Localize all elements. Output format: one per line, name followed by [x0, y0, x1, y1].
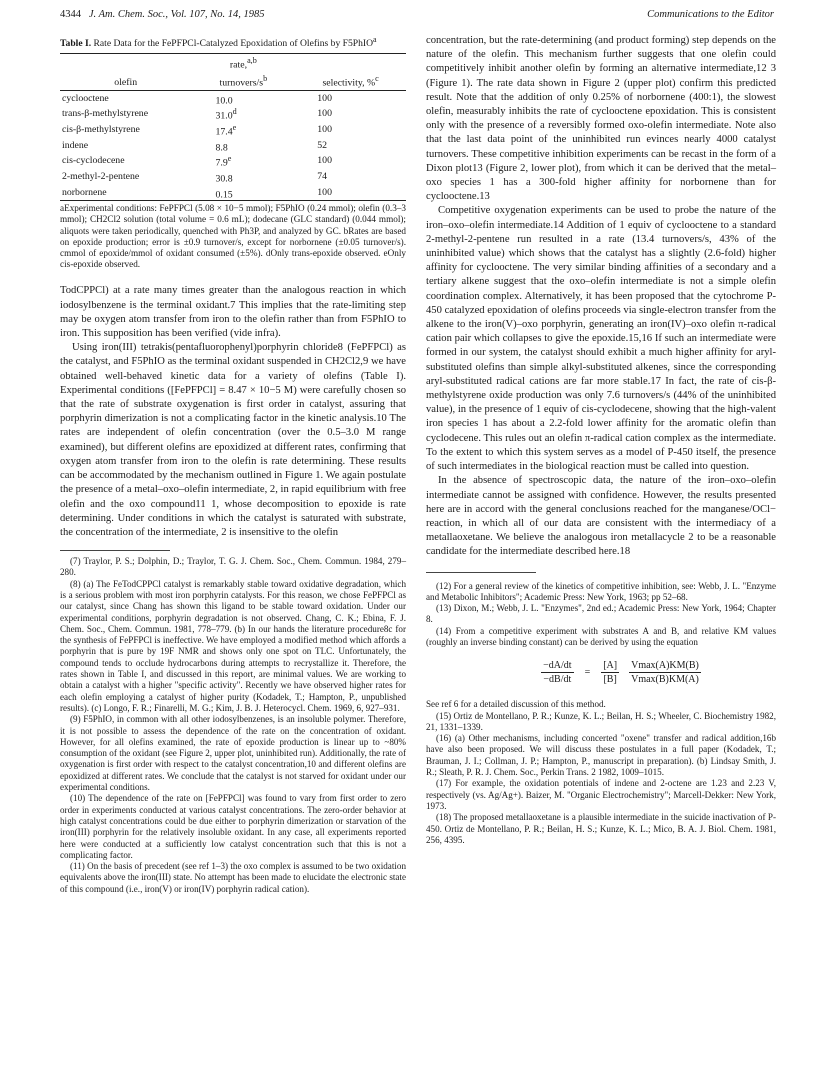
kinetics-equation — [466, 660, 776, 685]
cell-rate: 7.9e — [215, 154, 232, 169]
footnote: (17) For example, the oxidation potentials of indene and 2-octene are 1.23 and 2.23 V, respectively (vs. Ag/Ag+). Baizer, M. "Organic Electrochemistry"; Marcell-Dekker: New York, 1973. — [426, 778, 776, 811]
equation-ratio: $\frac{[A]}{[B]}$ — [603, 660, 618, 686]
cell-olefin: cis-β-methylstyrene — [62, 124, 140, 135]
footnote: (16) (a) Other mechanisms, including concerted "oxene" transfer and radical addition,16b have also been proposed. We will discuss these postulates in a full paper (Kodadek, T.; Brauman, J. I.; Collman, J. P.; Hampton, P., manuscript in preparation). (b) Lindsay Smith, J. R.; Sleath, P. R. J. Chem. Soc., Perkin Trans. 2 1982, 1009–1015. — [426, 733, 776, 778]
cell-olefin: trans-β-methylstyrene — [62, 108, 149, 120]
journal-citation: J. Am. Chem. Soc., Vol. 107, No. 14, 1985 — [88, 9, 265, 20]
cell-olefin: norbornene — [60, 185, 191, 201]
col-rate-line1: rate,$^{a,b}$ — [191, 54, 295, 72]
cell-selectivity: 52 — [317, 139, 328, 151]
footnote-rule — [60, 550, 170, 551]
footnote: (9) F5PhIO, in common with all other iodosylbenzenes, is an insoluble polymer. Therefore, it is not possible to assess the dependence of the rate on the concentration of oxidant. However, for all olefins examined, the rate of epoxide production is linear up to ~80% consumption of the oxidant (see Figure 2, upper plot, uninhibited run). Additionally, the rate of oxygenation is first order with respect to the catalyst concentration,10 and different olefins are epoxidized at different rates. We conclude that the catalyst is not starved for oxidant under our experimental conditions. — [60, 714, 406, 793]
col-selectivity: selectivity, %$^c$ — [295, 72, 406, 90]
body-paragraph: TodCPPCl) at a rate many times greater than the analogous reaction in which iodosylbenzene is the terminal oxidant.7 This implies that the rate-limiting step may be oxygen atom transfer from iron to the olefin rather than from F5PhIO to iron. This supposition has been verified (vide infra). — [60, 285, 406, 340]
section-title: Communications to the Editor — [647, 9, 774, 20]
cell-olefin: cyclooctene — [62, 92, 109, 104]
cell-selectivity: 100 — [317, 155, 332, 167]
cell-selectivity: 100 — [317, 92, 332, 104]
body-paragraph: In the absence of spectroscopic data, the nature of the iron–oxo–olefin intermediate cannot be assigned with confidence. However, the results presented here are in accord with the general conclusions reached for the manganese/OCl− reaction, in which all of our data are consistent with the intermediacy of a metallaoxetane. We believe the analogous iron metallacycle 2 to be a reasonable candidate for the intermediate described here.18 — [426, 475, 776, 558]
footnote: (8) (a) The FeTodCPPCl catalyst is remarkably stable toward oxidative degradation, which is a serious problem with most iron porphyrin catalysts. For this reason, we chose FePFPCl as our catalyst, since Chang has shown this ligand to be stable toward oxidation. Under our experimental conditions, porphyrin degradation is not observed. Chang, C. K.; Ebina, F. J. Chem. Soc., Chem. Commun. 1981, 778–779. (b) In our hands the literature procedure8c for the synthesis of FePFPCl is ineffective. We have employed a modified method which affords a porphyrin that is pure by 19F NMR and shows only one spot on TLC. Unfortunately, the compound tends to occlude hydrocarbons during attempts to recrystallize it. Therefore, the rates shown in Table I, and discussed in this report, are minimal values. We are working to obtain a catalyst with a higher "specific activity". Recently we have observed higher rates for each olefin employing a catalyst of higher purity (Kodadek, T.; Hampton, P., unpublished results). (c) Longo, F. R.; Finarelli, M. G.; Kim, J. B. J. Heterocycl. Chem. 1969, 6, 927–931. — [60, 578, 406, 713]
cell-selectivity: 100 — [295, 185, 406, 201]
cell-selectivity: 100 — [317, 124, 332, 135]
table-caption-sup: a — [373, 35, 377, 44]
cell-rate: 17.4e — [215, 122, 237, 138]
table-footnotes: aExperimental conditions: FePFPCl (5.08 × 10−5 mmol); F5PhIO (0.24 mmol); olefin (0.3–3 mmol); CH2Cl2 solution (total volume = 0.6 mL); dodecane (GLC standard) (0.044 mmol); aliquots were taken periodically, quenched with Ph3P, and analyzed by GC. bRates are based on epoxide production; error is ±0.9 turnover/s, except for norbornene (±0.05 turnover/s). cmmol of epoxide/mmol of oxidant consumed (±5%). dOnly trans-epoxide observed. eOnly cis-epoxide observed. — [60, 203, 406, 270]
footnote: (11) On the basis of precedent (see ref 1–3) the oxo complex is assumed to be two oxidation equivalents above the iron(III) state. No attempt has been made to elucidate the electronic state of this compound (i.e., iron(V) or iron(IV) porphyrin radical cation). — [60, 861, 406, 894]
table-row — [60, 122, 406, 138]
page-number: 4344 — [60, 9, 81, 20]
equation-lhs: $\frac{-dA/dt}{-dB/dt}$ — [543, 660, 572, 686]
running-header — [60, 9, 774, 23]
body-paragraph: Using iron(III) tetrakis(pentafluorophenyl)porphyrin chloride8 (FePFPCl) as the catalyst, and F5PhIO as the terminal oxidant suspended in CH2Cl2,9 we have obtained well-behaved kinetic data for a variety of olefins (Table I). Experimental conditions ([FePFPCl] = 8.47 × 10−5 M) were carefully chosen so that the rate of substrate oxygenation is first order in catalyst, assuring that porphyrin dimerization is not a complicating factor in the kinetic analysis.10 The rates are independent of olefin concentration (over the 0.5–3.0 M range examined), but different olefins are epoxidized at different rates, confirming that oxygen atom transfer from iron to the olefin is rate determining. These results can be accommodated by the mechanism outlined in Figure 1. We again postulate the presence of a metal–oxo–olefin intermediate, 2, in rapid equilibrium with free olefin and the oxo compound11 1, whose decomposition to epoxide is rate determining. Under conditions in which the catalyst is saturated with substrate, the concentration of the intermediate, 2 is insensitive to the olefin — [60, 342, 406, 538]
cell-olefin: indene — [62, 139, 89, 151]
footnote: (13) Dixon, M.; Webb, J. L. "Enzymes", 2nd ed.; Academic Press: New York, 1964; Chapter 8. — [426, 603, 776, 625]
footnote: (7) Traylor, P. S.; Dolphin, D.; Traylor, T. G. J. Chem. Soc., Chem. Commun. 1984, 279–280. — [60, 556, 406, 578]
cell-selectivity: 100 — [317, 108, 332, 120]
cell-rate: 10.0 — [215, 94, 233, 106]
equation-equals: = — [584, 667, 591, 679]
footnote: (15) Ortiz de Montellano, P. R.; Kunze, K. L.; Beilan, H. S.; Wheeler, C. Biochemistry 1982, 21, 1331–1339. — [426, 710, 776, 732]
table-caption-text: Rate Data for the FePFPCl-Catalyzed Epoxidation of Olefins by F5PhIO — [93, 38, 374, 50]
col-rate-line2: turnovers/$s^b$ — [191, 72, 295, 90]
cell-olefin: 2-methyl-2-pentene — [62, 171, 140, 183]
header-page-journal — [60, 9, 265, 20]
col-olefin: olefin — [60, 72, 191, 90]
left-column — [60, 34, 406, 895]
cell-rate: 0.15 — [191, 185, 295, 201]
table-row — [60, 106, 406, 122]
cell-rate: 31.0$^d$ — [215, 107, 237, 122]
rate-table — [60, 53, 406, 201]
table-row — [60, 185, 406, 201]
body-paragraph: concentration, but the rate-determining (and product forming) step depends on the nature of the olefin. This mechanism further suggests that one olefin could competitively inhibit another olefin by forming an alternative intermediate,12 3 (Figure 1). The rate data shown in Figure 2 (upper plot) confirm this predicted result. Note that the addition of only 0.25% of norbornene (400:1), the slowest olefin, measurably inhibits the rate of cyclooctene epoxidation. This is consistent only with the presence of a reversibly formed oxo-olefin intermediate. Note also that the last data point of the uninhibited run evinces nearly 4000 catalyst turnovers. These competitive inhibition experiments can be recast in the form of a Dixon plot13 (Figure 2, lower plot), from which it can be derived that the metal–oxo species 1 has a 300-fold higher affinity for norbornene than for cyclooctene.13 — [426, 35, 776, 203]
right-column — [426, 34, 776, 846]
cell-selectivity: 74 — [317, 171, 328, 183]
footnote: (14) From a competitive experiment with substrates A and B, and relative KM values (roughly an inverse binding constant) can be derived by using the equation — [426, 625, 776, 647]
table-caption — [60, 34, 406, 50]
body-paragraph: Competitive oxygenation experiments can be used to probe the nature of the iron–oxo–olefin intermediate.14 Addition of 1 equiv of cyclooctene to a standard 2-methyl-2-pentene run resulted in a rate (13.4 turnovers/s, 43% of the uninhibited value) which shows that the catalyst has a slightly (2.6-fold) higher affinity for cyclooctene. The very similar binding affinities of a secondary and a tertiary alkene suggest that the oxo–olefin intermediate is not a simple olefin coordination complex. Alternatively, it has been proposed that the cytochrome P-450 catalyzed epoxidation of olefins proceeds via single-electron transfer from the alkene to the iron(V)–oxo porphyrin, generating an iron(IV)–oxo olefin π-radical cation pair which collapses to give the epoxide.15,16 If such an intermediate were formed in our system, the catalyst should exhibit a much higher affinity for aryl-substituted olefins than simple alkyl-substituted alkenes, since the corresponding aryl-substituted radical cations are far more stable.17 In fact, the rate of cis-β-methylstyrene oxide production was only 7.6 turnovers/s (44% of the uninhibited value), in the presence of 1 equiv of cis-cyclodecene, showing that the high-valent iron species 1 has about a 2.2-fold lower affinity for the aromatic olefin than cyclodecene. This rules out an olefin π-radical cation complex as the intermediate. To the extent to which this system serves as a model of P-450 itself, the presence of such intermediates in the biological reaction must be called into question. — [426, 205, 776, 473]
cell-olefin: cis-cyclodecene — [62, 155, 125, 167]
footnote: (10) The dependence of the rate on [FePFPCl] was found to vary from first order to zero order in experiments conducted at various catalyst concentrations. The zero-order behavior at high catalyst concentrations could be due either to porphyrin dimerization or starvation of the iron(III) porphyrin for the relatively insoluble oxidant. In any case, all experiments reported here were conducted at a sufficiently low catalyst concentration such that this is not a complicating factor. — [60, 793, 406, 860]
footnote: (12) For a general review of the kinetics of competitive inhibition, see: Webb, J. L. "Enzyme and Metabolic Inhibitors"; Academic Press: New York, 1963; pp 52–68. — [426, 580, 776, 602]
table-row — [60, 138, 406, 154]
footnote-rule — [426, 572, 536, 573]
footnote: (18) The proposed metallaoxetane is a plausible intermediate in the suicide inactivation of P-450. Ortiz de Montellano, P. R.; Beilan, H. S.; Kunze, K. L.; Mico, B. A. J. Biol. Chem. 1981, 256, 4395. — [426, 812, 776, 845]
footnote: See ref 6 for a detailed discussion of this method. — [426, 699, 606, 710]
table-row — [60, 169, 406, 185]
equation-rhs: $\frac{Vmax(A)KM(B)}{Vmax(B)KM(A)}$ — [631, 660, 699, 686]
table-row — [60, 90, 406, 106]
table-row — [60, 153, 406, 169]
cell-rate: 30.8 — [215, 173, 233, 185]
table-caption-label: Table I. — [60, 38, 92, 50]
cell-rate: 8.8 — [215, 141, 228, 153]
